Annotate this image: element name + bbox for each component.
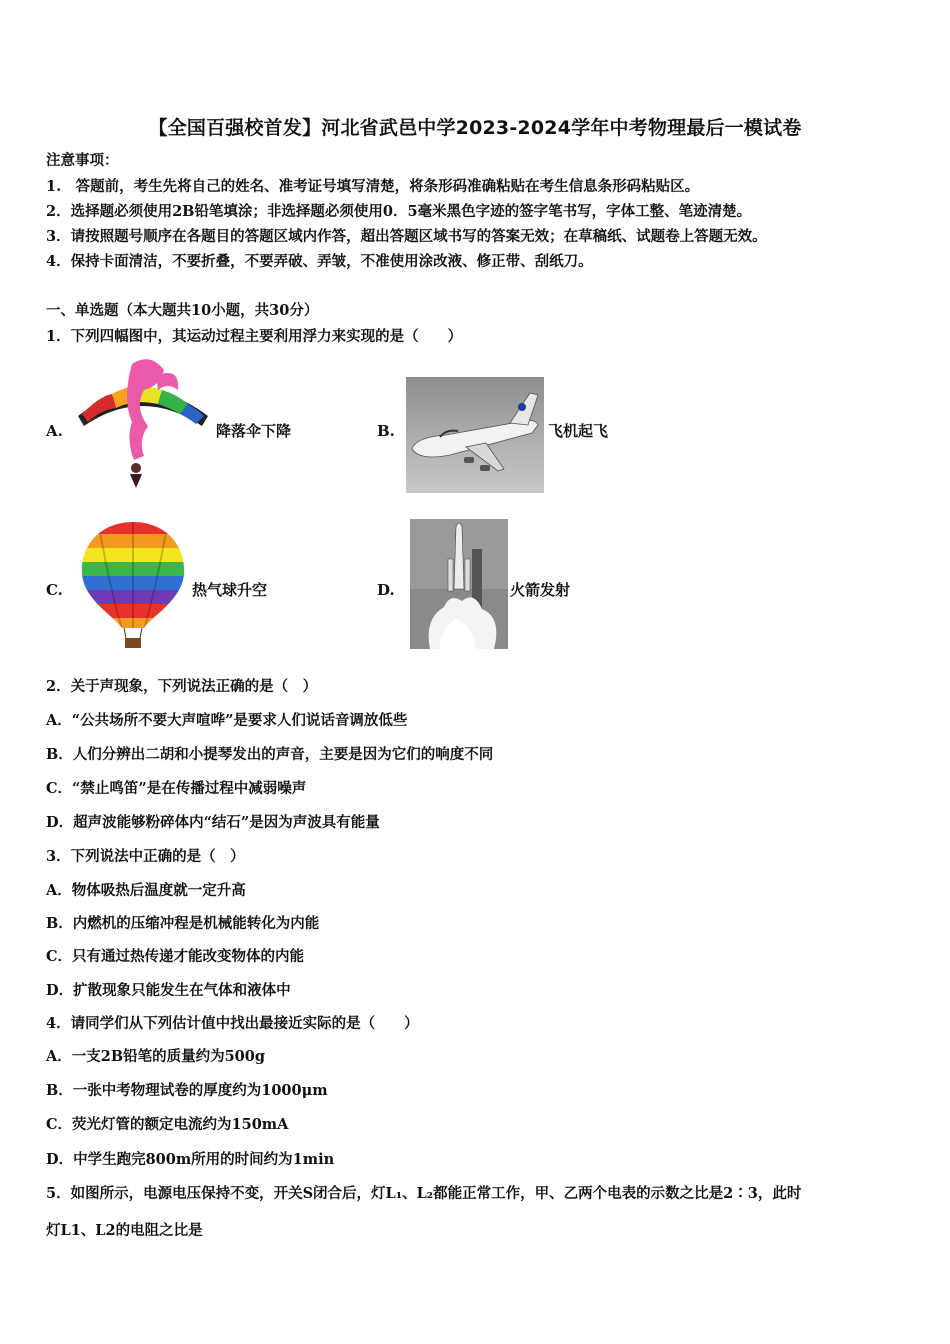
option-letter: B. [377, 422, 395, 440]
notice-heading: 注意事项： [46, 152, 119, 169]
option-caption: 降落伞下降 [216, 422, 292, 440]
answer-option: A．物体吸热后温度就一定升高 [46, 882, 246, 899]
notice-item: 2．选择题必须使用2B铅笔填涂；非选择题必须使用0．5毫米黑色字迹的签字笔书写，字体工整、笔迹清楚。 [46, 203, 752, 220]
answer-option: D．扩散现象只能发生在气体和液体中 [46, 982, 291, 999]
question-stem: 5．如图所示，电源电压保持不变，开关S闭合后，灯L₁、L₂都能正常工作，甲、乙两个电表的示数之比是2∶3，此时 [46, 1185, 802, 1202]
notice-item: 3．请按照题号顺序在各题目的答题区域内作答，超出答题区域书写的答案无效；在草稿纸、试题卷上答题无效。 [46, 228, 767, 245]
option-letter: D. [377, 581, 395, 599]
question-stem: 3．下列说法中正确的是（ ） [46, 848, 245, 865]
option-caption: 火箭发射 [510, 581, 571, 599]
option-caption: 热气球升空 [192, 581, 268, 599]
notice-item: 4．保持卡面清洁，不要折叠，不要弄破、弄皱，不准使用涂改液、修正带、刮纸刀。 [46, 253, 593, 270]
question-stem-continued: 灯L1、L2的电阻之比是 [46, 1222, 203, 1239]
option-caption: 飞机起飞 [548, 422, 609, 440]
answer-option: C．荧光灯管的额定电流约为150mA [46, 1116, 289, 1133]
answer-option: C．“禁止鸣笛”是在传播过程中减弱噪声 [46, 780, 307, 797]
page-title: 【全国百强校首发】河北省武邑中学2023-2024学年中考物理最后一模试卷 [148, 117, 802, 139]
answer-option: A．一支2B铅笔的质量约为500g [46, 1048, 266, 1065]
answer-option: B．内燃机的压缩冲程是机械能转化为内能 [46, 915, 320, 932]
option-letter: C. [46, 581, 63, 599]
answer-option: B．一张中考物理试卷的厚度约为1000μm [46, 1082, 328, 1099]
answer-option: C．只有通过热传递才能改变物体的内能 [46, 948, 305, 965]
answer-option: D．中学生跑完800m所用的时间约为1min [46, 1151, 335, 1168]
answer-option: A．“公共场所不要大声喧哗”是要求人们说话音调放低些 [46, 712, 408, 729]
notice-item: 1. 答题前，考生先将自己的姓名、准考证号填写清楚，将条形码准确粘贴在考生信息条形码粘贴区。 [46, 178, 700, 195]
airplane-image [406, 377, 544, 493]
question-stem: 4．请同学们从下列估计值中找出最接近实际的是（ ） [46, 1015, 419, 1032]
parachute-image [72, 356, 212, 494]
answer-option: B．人们分辨出二胡和小提琴发出的声音，主要是因为它们的响度不同 [46, 746, 494, 763]
answer-option: D．超声波能够粉碎体内“结石”是因为声波具有能量 [46, 814, 380, 831]
hot-air-balloon-image [78, 520, 188, 650]
option-letter: A. [46, 422, 63, 440]
question-stem: 2．关于声现象，下列说法正确的是（ ） [46, 678, 318, 695]
rocket-image [410, 519, 508, 649]
section-heading: 一、单选题（本大题共10小题，共30分） [46, 302, 319, 319]
question-stem: 1．下列四幅图中，其运动过程主要利用浮力来实现的是（ ） [46, 328, 463, 345]
